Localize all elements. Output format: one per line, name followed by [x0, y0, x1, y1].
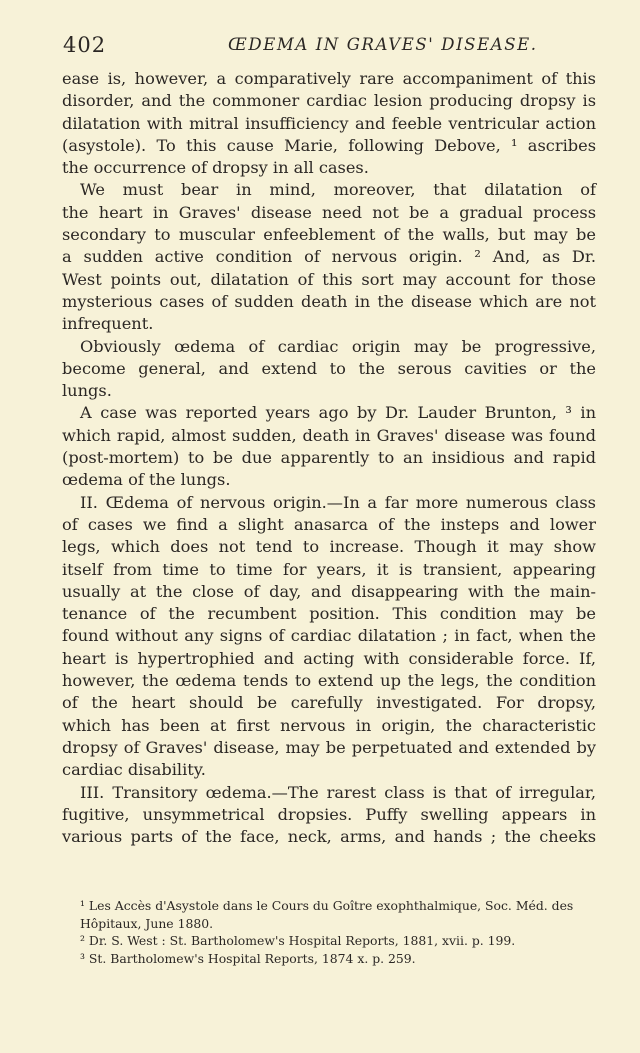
text-line: heart is hypertrophied and acting with considerable force. If,	[62, 648, 596, 668]
text-line: the heart in Graves' disease need not be a gradual process	[62, 202, 596, 222]
text-line: usually at the close of day, and disappearing with the main-	[62, 581, 596, 601]
text-line: II. Œdema of nervous origin.—In a far more numerous class	[80, 492, 596, 512]
footnotes	[62, 897, 596, 967]
footnote-1-continued: Hôpitaux, June 1880.	[80, 915, 214, 931]
text-line: tenance of the recumbent position. This condition may be	[62, 604, 596, 624]
page-number: 402	[63, 33, 107, 57]
text-line: the occurrence of dropsy in all cases.	[62, 158, 369, 178]
text-line: infrequent.	[62, 314, 154, 334]
text-line: œdema of the lungs.	[62, 470, 231, 490]
text-line: mysterious cases of sudden death in the disease which are not	[62, 291, 596, 311]
text-line: Obviously œdema of cardiac origin may be progressive,	[80, 336, 596, 356]
text-line: various parts of the face, neck, arms, and hands ; the cheeks	[62, 827, 596, 847]
text-line: of cases we find a slight anasarca of the insteps and lower	[62, 514, 596, 534]
footnote-1: ¹ Les Accès d'Asystole dans le Cours du Goître exophthalmique, Soc. Méd. des	[80, 898, 574, 913]
text-line: fugitive, unsymmetrical dropsies. Puffy swelling appears in	[62, 804, 596, 824]
text-line: secondary to muscular enfeeblement of the walls, but may be	[62, 225, 596, 245]
footnote-2: ² Dr. S. West : St. Bartholomew's Hospital Reports, 1881, xvii. p. 199.	[80, 933, 516, 949]
text-line: which rapid, almost sudden, death in Graves' disease was found	[62, 425, 596, 445]
page-header	[63, 33, 595, 59]
text-line: dilatation with mitral insufficiency and feeble ventricular action	[62, 113, 596, 133]
text-line: however, the œdema tends to extend up the legs, the condition	[62, 671, 596, 691]
text-line: become general, and extend to the serous cavities or the	[62, 358, 596, 378]
text-line: disorder, and the commoner cardiac lesion producing dropsy is	[62, 91, 596, 111]
body-text	[62, 68, 596, 848]
text-line: A case was reported years ago by Dr. Lauder Brunton, ³ in	[80, 403, 596, 423]
running-title: ŒDEMA IN GRAVES' DISEASE.	[228, 35, 538, 54]
text-line: lungs.	[62, 381, 112, 401]
text-line: (asystole). To this cause Marie, following Debove, ¹ ascribes	[62, 135, 596, 155]
text-line: III. Transitory œdema.—The rarest class is that of irregular,	[80, 782, 596, 802]
text-line: West points out, dilatation of this sort may account for those	[62, 269, 596, 289]
text-line: a sudden active condition of nervous origin. ² And, as Dr.	[62, 247, 596, 267]
text-line: of the heart should be carefully investigated. For dropsy,	[62, 693, 596, 713]
text-line: legs, which does not tend to increase. Though it may show	[62, 537, 596, 557]
text-line: cardiac disability.	[62, 760, 206, 780]
text-line: found without any signs of cardiac dilatation ; in fact, when the	[62, 626, 596, 646]
text-line: itself from time to time for years, it is transient, appearing	[62, 559, 596, 579]
text-line: which has been at first nervous in origin, the characteristic	[62, 715, 596, 735]
text-line: ease is, however, a comparatively rare accompaniment of this	[62, 69, 596, 88]
text-line: (post-mortem) to be due apparently to an insidious and rapid	[62, 448, 596, 468]
footnote-3: ³ St. Bartholomew's Hospital Reports, 1874 x. p. 259.	[80, 950, 416, 966]
text-line: dropsy of Graves' disease, may be perpetuated and extended by	[62, 737, 596, 757]
text-line: We must bear in mind, moreover, that dilatation of	[80, 180, 596, 200]
